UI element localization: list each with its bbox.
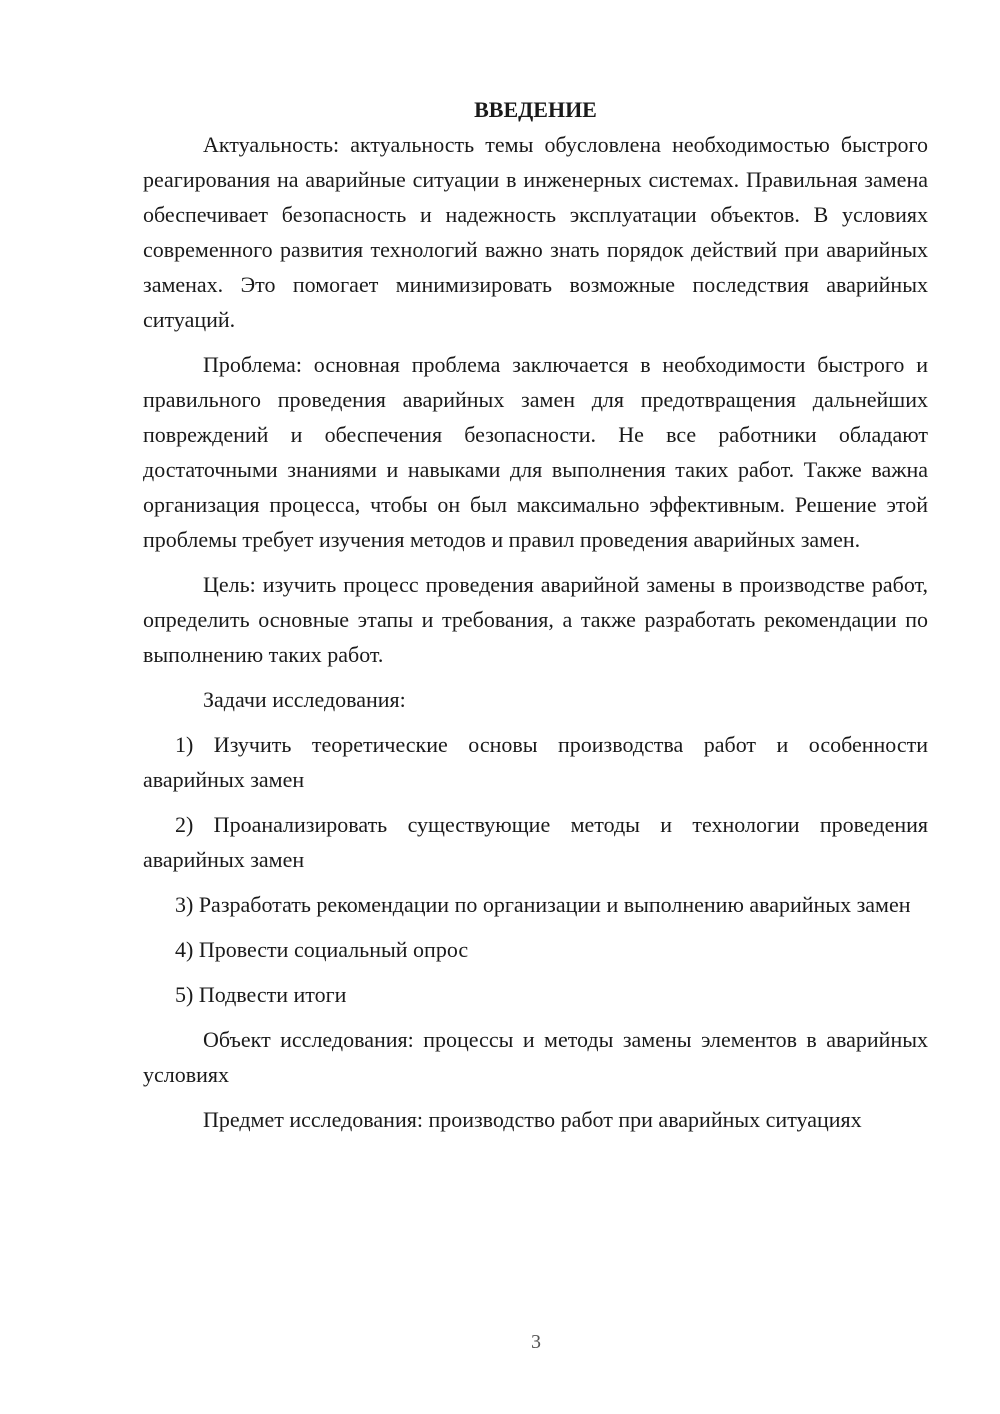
paragraph-goal: Цель: изучить процесс проведения аварийной замены в производстве работ, определить основные этапы и требования, а также разработать рекомендации по выполнению таких работ.: [143, 572, 928, 667]
paragraph-problem: Проблема: основная проблема заключается в необходимости быстрого и правильного проведения аварийных замен для предотвращения дальнейших повреждений и обеспечения безопасности. Не все работники обладают достаточными знаниями и навыками для выполнения таких работ. Также важна организация процесса, чтобы он был максимально эффективным. Решение этой проблемы требует изучения методов и правил проведения аварийных замен.: [143, 352, 928, 552]
page-number: 3: [531, 1331, 541, 1353]
task-item-4: 4) Провести социальный опрос: [175, 937, 469, 962]
tasks-heading: Задачи исследования:: [203, 687, 406, 712]
task-item-1: 1) Изучить теоретические основы производства работ и особенности аварийных замен: [143, 732, 928, 792]
paragraph-relevance: Актуальность: актуальность темы обусловлена необходимостью быстрого реагирования на аварийные ситуации в инженерных системах. Правильная замена обеспечивает безопасность и надежность эксплуатации объектов. В условиях современного развития технологий важно знать порядок действий при аварийных заменах. Это помогает минимизировать возможные последствия аварийных ситуаций.: [143, 132, 928, 332]
task-item-5: 5) Подвести итоги: [175, 982, 347, 1007]
task-item-2: 2) Проанализировать существующие методы и технологии проведения аварийных замен: [143, 812, 928, 872]
task-item-3: 3) Разработать рекомендации по организации и выполнению аварийных замен: [175, 892, 911, 917]
page-title: ВВЕДЕНИЕ: [474, 97, 597, 122]
paragraph-subject: Предмет исследования: производство работ при аварийных ситуациях: [203, 1107, 862, 1132]
document-page: [143, 92, 928, 1147]
paragraph-object: Объект исследования: процессы и методы замены элементов в аварийных условиях: [143, 1027, 928, 1087]
